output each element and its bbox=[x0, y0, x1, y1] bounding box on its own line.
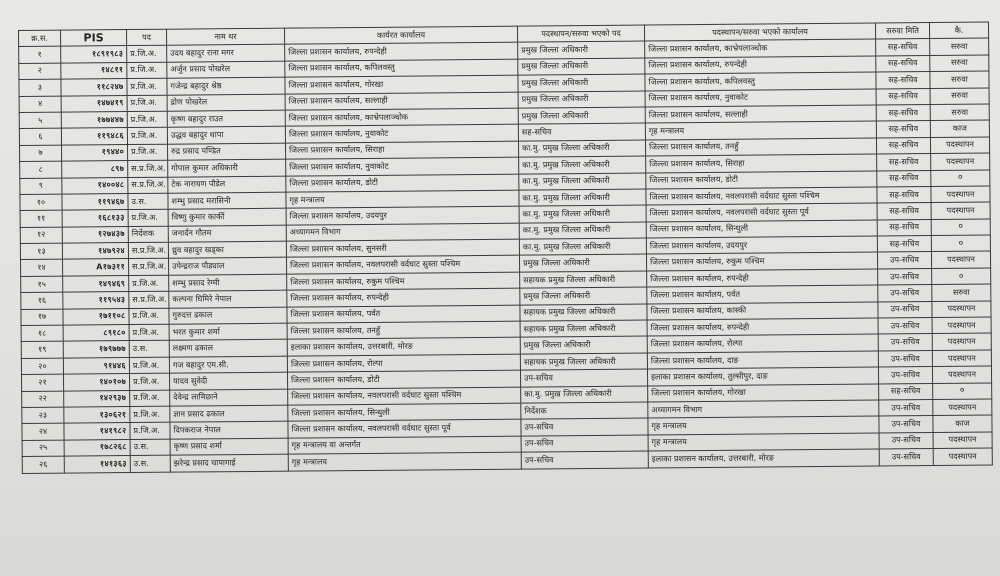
serial-cell: २१ bbox=[22, 374, 64, 391]
serial-cell: ११ bbox=[20, 210, 62, 227]
current-office-cell: जिल्ला प्रशासन कार्यालय, डोटी bbox=[286, 174, 519, 192]
new-office-cell: जिल्ला प्रशासन कार्यालय, रोल्पा bbox=[647, 334, 878, 352]
current-office-cell: जिल्ला प्रशासन कार्यालय, रोल्पा bbox=[287, 354, 520, 372]
current-office-cell: गृह मन्त्रालय वा अन्तर्गत bbox=[288, 436, 521, 454]
current-office-cell: जिल्ला प्रशासन कार्यालय, रुकुम पश्चिम bbox=[287, 272, 520, 290]
remarks-cell: सरुवा bbox=[930, 71, 989, 88]
new-post-cell: सहायक प्रमुख जिल्ला अधिकारी bbox=[520, 271, 647, 288]
current-office-cell: जिल्ला प्रशासन कार्यालय, सल्लाही bbox=[285, 92, 518, 110]
new-office-cell: जिल्ला प्रशासन कार्यालय, नुवाकोट bbox=[645, 89, 876, 107]
name-cell: यादव सुवेदी bbox=[170, 372, 288, 389]
new-post-cell: का.मु. प्रमुख जिल्ला अधिकारी bbox=[519, 156, 646, 173]
rank-cell: सह-सचिव bbox=[877, 154, 931, 171]
new-office-cell: जिल्ला प्रशासन कार्यालय, नवलपरासी वर्दघाट सुस्ता पश्चिम bbox=[646, 187, 877, 205]
new-post-cell: प्रमुख जिल्ला अधिकारी bbox=[518, 107, 645, 124]
new-office-cell: जिल्ला प्रशासन कार्यालय, रुपन्देही bbox=[647, 269, 878, 287]
serial-cell: १६ bbox=[21, 292, 63, 309]
post-cell: प्र.जि.अ. bbox=[129, 357, 169, 374]
new-post-cell: का.मु. प्रमुख जिल्ला अधिकारी bbox=[519, 189, 646, 206]
name-cell: टेक नारायण पौडेल bbox=[168, 176, 286, 193]
post-cell: प्र.जि.अ. bbox=[130, 373, 170, 390]
remarks-cell: ० bbox=[933, 383, 992, 400]
serial-cell: १७ bbox=[21, 309, 63, 326]
name-cell: उपेन्द्रराज पौड्याल bbox=[169, 258, 287, 275]
pis-cell: ८९७ bbox=[62, 161, 128, 178]
current-office-cell: जिल्ला प्रशासन कार्यालय, सुनसरी bbox=[286, 239, 519, 257]
remarks-cell: पदस्थापन bbox=[932, 366, 991, 383]
current-office-cell: जिल्ला प्रशासन कार्यालय, नवलपरासी वर्दघाट सुस्ता पश्चिम bbox=[288, 387, 521, 405]
name-cell: अर्जुन प्रसाद पोखरेल bbox=[167, 61, 285, 78]
post-cell: स.प्र.जि.अ. bbox=[129, 259, 169, 276]
post-cell: स.प्र.जि.अ. bbox=[128, 242, 168, 259]
current-office-cell: जिल्ला प्रशासन कार्यालय, गोरखा bbox=[285, 75, 518, 93]
current-office-cell: जिल्ला प्रशासन कार्यालय, नुवाकोट bbox=[286, 157, 519, 175]
new-post-cell: उप-सचिव bbox=[521, 451, 648, 468]
remarks-cell: पदस्थापन bbox=[933, 432, 992, 449]
post-cell: प्र.जि.अ. bbox=[129, 324, 169, 341]
current-office-cell: जिल्ला प्रशासन कार्यालय, कपिलवस्तु bbox=[285, 59, 518, 77]
serial-cell: २ bbox=[19, 63, 61, 80]
pis-cell: १२७४३७ bbox=[62, 226, 128, 243]
name-cell: ध्रुव बहादुर खड्का bbox=[168, 241, 286, 258]
post-cell: प्र.जि.अ. bbox=[128, 144, 168, 161]
current-office-cell: अध्यागमन विभाग bbox=[286, 223, 519, 241]
name-cell: उद्धव बहादुर थापा bbox=[167, 127, 285, 144]
new-post-cell: निर्देशक bbox=[521, 402, 648, 419]
pis-cell: १७११०८ bbox=[63, 308, 129, 325]
new-post-cell: उप-सचिव bbox=[520, 369, 647, 386]
serial-cell: ५ bbox=[19, 112, 61, 129]
post-cell: प्र.जि.अ. bbox=[129, 275, 169, 292]
rank-cell: उप-सचिव bbox=[878, 334, 932, 351]
post-cell: प्र.जि.अ. bbox=[129, 308, 169, 325]
header-serial: क्र.स. bbox=[19, 30, 61, 47]
header-remarks: कै. bbox=[929, 22, 988, 39]
remarks-cell: पदस्थापन bbox=[933, 399, 992, 416]
serial-cell: २४ bbox=[22, 423, 64, 440]
new-office-cell: जिल्ला प्रशासन कार्यालय, गोरखा bbox=[648, 384, 879, 402]
pis-cell: १४१३६३ bbox=[64, 456, 130, 473]
current-office-cell: जिल्ला प्रशासन कार्यालय, पर्वत bbox=[287, 305, 520, 323]
pis-cell: ११९४८६ bbox=[61, 128, 127, 145]
name-cell: शम्भु प्रसाद रेग्मी bbox=[169, 274, 287, 291]
serial-cell: १९ bbox=[21, 342, 63, 359]
pis-cell: १४२९३७ bbox=[64, 390, 130, 407]
rank-cell: सह-सचिव bbox=[877, 219, 931, 236]
current-office-cell: जिल्ला प्रशासन कार्यालय, तनहुँ bbox=[287, 321, 520, 339]
pis-cell: ११८२४७ bbox=[61, 79, 127, 96]
pis-cell: १८९१९८३ bbox=[61, 46, 127, 63]
remarks-cell: पदस्थापन bbox=[931, 153, 990, 170]
post-cell: निर्देशक bbox=[128, 226, 168, 243]
current-office-cell: इलाका प्रशासन कार्यालय, उत्तरबारी, मोरङ bbox=[287, 338, 520, 356]
new-post-cell: प्रमुख जिल्ला अधिकारी bbox=[520, 287, 647, 304]
new-office-cell: अध्यागमन विभाग bbox=[648, 400, 879, 418]
rank-cell: उप-सचिव bbox=[879, 416, 933, 433]
pis-cell: १७९७७७ bbox=[63, 341, 129, 358]
remarks-cell: पदस्थापन bbox=[931, 251, 990, 268]
post-cell: प्र.जि.अ. bbox=[127, 46, 167, 63]
serial-cell: १४ bbox=[21, 260, 63, 277]
post-cell: प्र.जि.अ. bbox=[128, 209, 168, 226]
remarks-cell: सरुवा bbox=[930, 88, 989, 105]
pis-cell: १७८२६८ bbox=[64, 439, 130, 456]
rank-cell: सह-सचिव bbox=[877, 170, 931, 187]
new-office-cell: जिल्ला प्रशासन कार्यालय, डोटी bbox=[646, 171, 877, 189]
new-post-cell: प्रमुख जिल्ला अधिकारी bbox=[518, 41, 645, 58]
serial-cell: २० bbox=[21, 358, 63, 375]
header-pis: PIS bbox=[61, 30, 127, 47]
rank-cell: सह-सचिव bbox=[876, 121, 930, 138]
new-post-cell: सह-सचिव bbox=[518, 123, 645, 140]
new-post-cell: प्रमुख जिल्ला अधिकारी bbox=[518, 74, 645, 91]
serial-cell: १३ bbox=[20, 243, 62, 260]
name-cell: उदय बहादुर राना मगर bbox=[167, 45, 285, 62]
post-cell: उ.स. bbox=[129, 341, 169, 358]
pis-cell: ८९१८० bbox=[63, 325, 129, 342]
rank-cell: सह-सचिव bbox=[877, 186, 931, 203]
post-cell: उ.स. bbox=[130, 439, 170, 456]
post-cell: स.प्र.जि.अ. bbox=[128, 177, 168, 194]
name-cell: झरेन्द्र प्रसाद चापागाई bbox=[170, 454, 288, 471]
serial-cell: २२ bbox=[22, 391, 64, 408]
remarks-cell: पदस्थापन bbox=[932, 301, 991, 318]
new-office-cell: जिल्ला प्रशासन कार्यालय, कास्की bbox=[647, 302, 878, 320]
table-body bbox=[19, 38, 993, 473]
new-post-cell: का.मु. प्रमुख जिल्ला अधिकारी bbox=[519, 222, 646, 239]
remarks-cell: ० bbox=[931, 170, 990, 187]
new-post-cell: उप-सचिव bbox=[521, 435, 648, 452]
remarks-cell: काज bbox=[930, 120, 989, 137]
rank-cell: उप-सचिव bbox=[878, 367, 932, 384]
post-cell: प्र.जि.अ. bbox=[127, 128, 167, 145]
new-post-cell: उप-सचिव bbox=[521, 418, 648, 435]
pis-cell: A१७३११ bbox=[63, 259, 129, 276]
pis-cell: ९१४४६ bbox=[63, 357, 129, 374]
rank-cell: सह-सचिव bbox=[876, 104, 930, 121]
new-office-cell: इलाका प्रशासन कार्यालय, तुल्सीपुर, दाङ bbox=[647, 367, 878, 385]
name-cell: गोपाल कुमार अधिकारी bbox=[168, 159, 286, 176]
name-cell: विष्णु कुमार कार्की bbox=[168, 208, 286, 225]
new-post-cell: सहायक प्रमुख जिल्ला अधिकारी bbox=[520, 353, 647, 370]
serial-cell: ८ bbox=[20, 161, 62, 178]
remarks-cell: पदस्थापन bbox=[932, 317, 991, 334]
rank-cell: सह-सचिव bbox=[877, 203, 931, 220]
serial-cell: ४ bbox=[19, 96, 61, 113]
rank-cell: उप-सचिव bbox=[878, 318, 932, 335]
new-office-cell: जिल्ला प्रशासन कार्यालय, दाङ bbox=[647, 351, 878, 369]
post-cell: प्र.जि.अ. bbox=[130, 406, 170, 423]
new-post-cell: का.मु. प्रमुख जिल्ला अधिकारी bbox=[519, 238, 646, 255]
new-office-cell: गृह मन्त्रालय bbox=[648, 433, 879, 451]
name-cell: शम्भु प्रसाद मरासिनी bbox=[168, 192, 286, 209]
rank-cell: सह-सचिव bbox=[876, 55, 930, 72]
current-office-cell: गृह मन्त्रालय bbox=[288, 452, 521, 470]
header-post: पद bbox=[127, 29, 167, 46]
serial-cell: २६ bbox=[22, 456, 64, 473]
rank-cell: सह-सचिव bbox=[879, 383, 933, 400]
name-cell: रुद्र प्रसाद पण्डित bbox=[167, 143, 285, 160]
pis-cell: १४७९२४ bbox=[62, 243, 128, 260]
pis-cell: १४००४८ bbox=[62, 177, 128, 194]
rank-cell: उप-सचिव bbox=[879, 400, 933, 417]
serial-cell: ९ bbox=[20, 178, 62, 195]
header-name: नाम थर bbox=[166, 28, 284, 45]
remarks-cell: पदस्थापन bbox=[930, 137, 989, 154]
rank-cell: सह-सचिव bbox=[877, 236, 931, 253]
rank-cell: उप-सचिव bbox=[877, 252, 931, 269]
rank-cell: उप-सचिव bbox=[878, 301, 932, 318]
new-post-cell: प्रमुख जिल्ला अधिकारी bbox=[518, 91, 645, 108]
new-post-cell: प्रमुख जिल्ला अधिकारी bbox=[519, 254, 646, 271]
remarks-cell: सरुवा bbox=[930, 55, 989, 72]
pis-cell: १७७४४७ bbox=[61, 112, 127, 129]
current-office-cell: जिल्ला प्रशासन कार्यालय, डोटी bbox=[287, 370, 520, 388]
name-cell: भरत कुमार शर्मा bbox=[169, 323, 287, 340]
header-current-office: कार्यरत कार्यालय bbox=[284, 26, 517, 44]
pis-cell: १४१९८२ bbox=[64, 423, 130, 440]
pis-cell: १४७४१९ bbox=[61, 95, 127, 112]
serial-cell: १२ bbox=[20, 227, 62, 244]
post-cell: प्र.जि.अ. bbox=[127, 62, 167, 79]
serial-cell: ३ bbox=[19, 79, 61, 96]
header-new-office: पदस्थापन/सरुवा भएको कार्यालय bbox=[644, 23, 875, 41]
post-cell: उ.स. bbox=[128, 193, 168, 210]
new-post-cell: प्रमुख जिल्ला अधिकारी bbox=[518, 58, 645, 75]
rank-cell: उप-सचिव bbox=[879, 432, 933, 449]
post-cell: प्र.जि.अ. bbox=[127, 111, 167, 128]
rank-cell: उप-सचिव bbox=[878, 350, 932, 367]
current-office-cell: जिल्ला प्रशासन कार्यालय, रुपन्देही bbox=[287, 288, 520, 306]
new-office-cell: जिल्ला प्रशासन कार्यालय, काभ्रेपलाञ्चोक bbox=[645, 39, 876, 57]
remarks-cell: पदस्थापन bbox=[931, 186, 990, 203]
new-office-cell: जिल्ला प्रशासन कार्यालय, रुपन्देही bbox=[645, 56, 876, 74]
new-post-cell: का.मु. प्रमुख जिल्ला अधिकारी bbox=[519, 205, 646, 222]
new-post-cell: प्रमुख जिल्ला अधिकारी bbox=[520, 336, 647, 353]
new-office-cell: इलाका प्रशासन कार्यालय, उत्तरबारी, मोरङ bbox=[648, 449, 879, 467]
remarks-cell: पदस्थापन bbox=[933, 448, 992, 465]
rank-cell: उप-सचिव bbox=[878, 285, 932, 302]
new-office-cell: जिल्ला प्रशासन कार्यालय, रुपन्देही bbox=[647, 318, 878, 336]
current-office-cell: जिल्ला प्रशासन कार्यालय, उदयपुर bbox=[286, 206, 519, 224]
new-post-cell: सहायक प्रमुख जिल्ला अधिकारी bbox=[520, 304, 647, 321]
name-cell: गज बहादुर एम.सी. bbox=[169, 356, 287, 373]
pis-cell: १४९४६९ bbox=[63, 275, 129, 292]
name-cell: गजेन्द्र बहादुर श्रेष्ठ bbox=[167, 77, 285, 94]
remarks-cell: ० bbox=[932, 268, 991, 285]
remarks-cell: ० bbox=[931, 219, 990, 236]
current-office-cell: गृह मन्त्रालय bbox=[286, 190, 519, 208]
new-office-cell: जिल्ला प्रशासन कार्यालय, सिराहा bbox=[646, 154, 877, 172]
serial-cell: १८ bbox=[21, 325, 63, 342]
post-cell: स.प्र.जि.अ. bbox=[129, 291, 169, 308]
name-cell: जनार्दन गौतम bbox=[168, 225, 286, 242]
new-office-cell: जिल्ला प्रशासन कार्यालय, उदयपुर bbox=[646, 236, 877, 254]
serial-cell: १ bbox=[19, 47, 61, 64]
rank-cell: सह-सचिव bbox=[876, 137, 930, 154]
serial-cell: ७ bbox=[20, 145, 62, 162]
post-cell: स.प्र.जि.अ. bbox=[128, 160, 168, 177]
transfer-table bbox=[18, 22, 993, 474]
remarks-cell: सरुवा bbox=[930, 104, 989, 121]
header-transfer-rank: सरुवा मिति bbox=[875, 23, 929, 40]
name-cell: कृष्ण बहादुर राउत bbox=[167, 110, 285, 127]
remarks-cell: पदस्थापन bbox=[932, 333, 991, 350]
new-office-cell: जिल्ला प्रशासन कार्यालय, नवलपरासी वर्दघाट सुस्ता पूर्व bbox=[646, 203, 877, 221]
rank-cell: सह-सचिव bbox=[876, 39, 930, 56]
name-cell: लक्ष्मण ढकाल bbox=[169, 340, 287, 357]
new-office-cell: जिल्ला प्रशासन कार्यालय, पर्वत bbox=[647, 285, 878, 303]
name-cell: ज्ञान प्रसाद ढकाल bbox=[170, 405, 288, 422]
post-cell: प्र.जि.अ. bbox=[127, 78, 167, 95]
new-post-cell: का.मु. प्रमुख जिल्ला अधिकारी bbox=[518, 140, 645, 157]
remarks-cell: पदस्थापन bbox=[931, 202, 990, 219]
pis-cell: १६८१३३ bbox=[62, 210, 128, 227]
serial-cell: १५ bbox=[21, 276, 63, 293]
name-cell: दिपकराज नेपाल bbox=[170, 422, 288, 439]
post-cell: प्र.जि.अ. bbox=[127, 95, 167, 112]
remarks-cell: काज bbox=[933, 415, 992, 432]
name-cell: द्रोण पोखरेल bbox=[167, 94, 285, 111]
new-post-cell: का.मु. प्रमुख जिल्ला अधिकारी bbox=[519, 173, 646, 190]
new-office-cell: जिल्ला प्रशासन कार्यालय, तनहुँ bbox=[645, 138, 876, 156]
serial-cell: १० bbox=[20, 194, 62, 211]
rank-cell: उप-सचिव bbox=[878, 268, 932, 285]
pis-cell: ११९५४३ bbox=[63, 292, 129, 309]
name-cell: देवेन्द्र लामिछाने bbox=[170, 389, 288, 406]
name-cell: कल्पना घिमिरे नेपाल bbox=[169, 290, 287, 307]
current-office-cell: जिल्ला प्रशासन कार्यालय, नवलपरासी वर्दघाट सुस्ता पश्चिम bbox=[286, 256, 519, 274]
post-cell: प्र.जि.अ. bbox=[130, 390, 170, 407]
new-office-cell: जिल्ला प्रशासन कार्यालय, कपिलवस्तु bbox=[645, 72, 876, 90]
remarks-cell: सरुवा bbox=[932, 284, 991, 301]
new-office-cell: गृह मन्त्रालय bbox=[648, 416, 879, 434]
post-cell: प्र.जि.अ. bbox=[130, 423, 170, 440]
current-office-cell: जिल्ला प्रशासन कार्यालय, नवलपरासी वर्दघाट सुस्ता पूर्व bbox=[288, 420, 521, 438]
serial-cell: २३ bbox=[22, 407, 64, 424]
current-office-cell: जिल्ला प्रशासन कार्यालय, काभ्रेपलाञ्चोक bbox=[285, 108, 518, 126]
new-office-cell: जिल्ला प्रशासन कार्यालय, रुकुम पश्चिम bbox=[646, 252, 877, 270]
document-sheet bbox=[18, 22, 992, 510]
new-post-cell: सहायक प्रमुख जिल्ला अधिकारी bbox=[520, 320, 647, 337]
current-office-cell: जिल्ला प्रशासन कार्यालय, सिन्धुली bbox=[288, 403, 521, 421]
current-office-cell: जिल्ला प्रशासन कार्यालय, सिराहा bbox=[285, 141, 518, 159]
remarks-cell: सरुवा bbox=[930, 38, 989, 55]
new-post-cell: का.मु. प्रमुख जिल्ला अधिकारी bbox=[521, 386, 648, 403]
name-cell: कृष्ण प्रसाद शर्मा bbox=[170, 438, 288, 455]
name-cell: गुरुदत्त ढकाल bbox=[169, 307, 287, 324]
new-office-cell: जिल्ला प्रशासन कार्यालय, सिन्धुली bbox=[646, 220, 877, 238]
pis-cell: १४०१०७ bbox=[64, 374, 130, 391]
pis-cell: १९४४० bbox=[62, 144, 128, 161]
new-office-cell: गृह मन्त्रालय bbox=[645, 121, 876, 139]
remarks-cell: ० bbox=[931, 235, 990, 252]
serial-cell: ६ bbox=[19, 128, 61, 145]
rank-cell: सह-सचिव bbox=[876, 88, 930, 105]
new-office-cell: जिल्ला प्रशासन कार्यालय, सल्लाही bbox=[645, 105, 876, 123]
pis-cell: १४८११ bbox=[61, 62, 127, 79]
post-cell: उ.स. bbox=[130, 455, 170, 472]
rank-cell: सह-सचिव bbox=[876, 72, 930, 89]
header-new-post: पदस्थापन/सरुवा भएको पद bbox=[517, 25, 644, 42]
current-office-cell: जिल्ला प्रशासन कार्यालय, नुवाकोट bbox=[285, 124, 518, 142]
current-office-cell: जिल्ला प्रशासन कार्यालय, रुपन्देही bbox=[285, 43, 518, 61]
rank-cell: उप-सचिव bbox=[879, 449, 933, 466]
pis-cell: १३०६२१ bbox=[64, 407, 130, 424]
remarks-cell: पदस्थापन bbox=[932, 350, 991, 367]
pis-cell: ११९४६७ bbox=[62, 193, 128, 210]
serial-cell: २५ bbox=[22, 440, 64, 457]
